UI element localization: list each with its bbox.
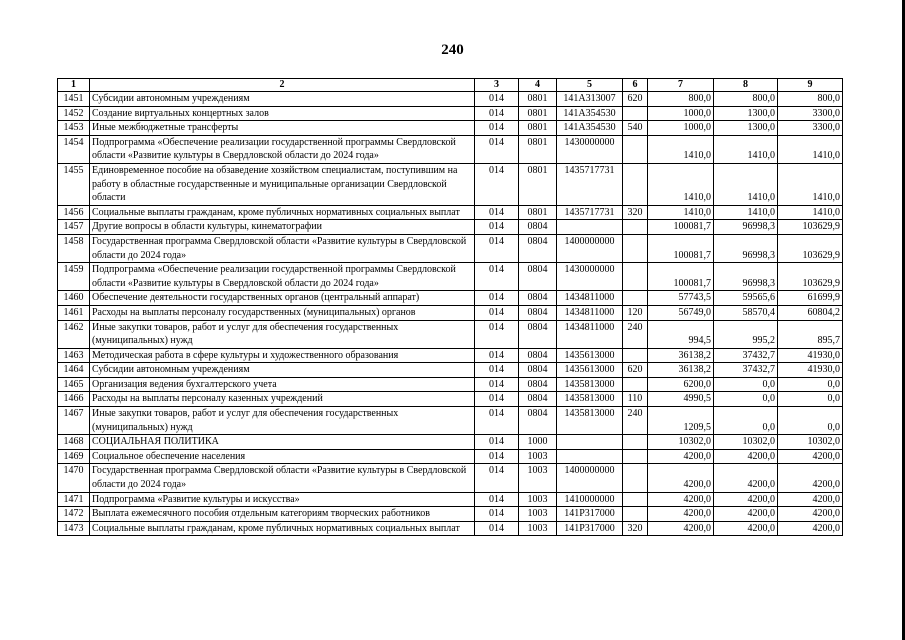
target-article-code: 141A354530 xyxy=(557,121,623,136)
page-number: 240 xyxy=(441,42,464,58)
row-name: Выплата ежемесячного пособия отдельным категориям творческих работников xyxy=(90,507,475,522)
amount-year-2: 4200,0 xyxy=(714,492,778,507)
amount-year-1: 1000,0 xyxy=(648,106,714,121)
amount-year-3: 10302,0 xyxy=(778,435,843,450)
amount-year-1: 1000,0 xyxy=(648,121,714,136)
section-code: 0801 xyxy=(519,135,557,163)
amount-year-3: 1410,0 xyxy=(778,163,843,205)
section-code: 0804 xyxy=(519,220,557,235)
row-number: 1457 xyxy=(58,220,90,235)
expense-type-code xyxy=(623,492,648,507)
section-code: 1000 xyxy=(519,435,557,450)
section-code: 0801 xyxy=(519,106,557,121)
section-code: 1003 xyxy=(519,449,557,464)
amount-year-1: 100081,7 xyxy=(648,234,714,262)
target-article-code: 1435613000 xyxy=(557,363,623,378)
row-number: 1464 xyxy=(58,363,90,378)
section-code: 0804 xyxy=(519,348,557,363)
expense-type-code: 320 xyxy=(623,521,648,536)
ministry-code: 014 xyxy=(475,92,519,107)
row-name: Единовременное пособие на обзаведение хозяйством специалистам, поступившим на работу в областные государственные и муниципальные организации Свердловской области xyxy=(90,163,475,205)
row-name: Государственная программа Свердловской области «Развитие культуры в Свердловской области до 2024 года» xyxy=(90,234,475,262)
row-name: Организация ведения бухгалтерского учета xyxy=(90,377,475,392)
column-header: 2 xyxy=(90,79,475,92)
amount-year-3: 0,0 xyxy=(778,377,843,392)
target-article-code: 141A313007 xyxy=(557,92,623,107)
ministry-code: 014 xyxy=(475,407,519,435)
table-row xyxy=(58,435,843,450)
amount-year-3: 41930,0 xyxy=(778,348,843,363)
amount-year-3: 0,0 xyxy=(778,392,843,407)
table-row xyxy=(58,392,843,407)
amount-year-1: 4990,5 xyxy=(648,392,714,407)
amount-year-1: 56749,0 xyxy=(648,305,714,320)
amount-year-3: 103629,9 xyxy=(778,263,843,291)
amount-year-2: 1410,0 xyxy=(714,135,778,163)
target-article-code: 141P317000 xyxy=(557,521,623,536)
section-code: 0804 xyxy=(519,363,557,378)
target-article-code: 1435717731 xyxy=(557,163,623,205)
budget-table xyxy=(57,78,843,536)
target-article-code xyxy=(557,449,623,464)
section-code: 1003 xyxy=(519,492,557,507)
table-row xyxy=(58,521,843,536)
column-header: 1 xyxy=(58,79,90,92)
amount-year-1: 6200,0 xyxy=(648,377,714,392)
target-article-code: 1434811000 xyxy=(557,320,623,348)
table-row xyxy=(58,363,843,378)
amount-year-2: 4200,0 xyxy=(714,521,778,536)
section-code: 0804 xyxy=(519,305,557,320)
expense-type-code xyxy=(623,263,648,291)
table-row xyxy=(58,263,843,291)
row-number: 1473 xyxy=(58,521,90,536)
ministry-code: 014 xyxy=(475,220,519,235)
amount-year-2: 1410,0 xyxy=(714,163,778,205)
row-name: Обеспечение деятельности государственных органов (центральный аппарат) xyxy=(90,291,475,306)
section-code: 0801 xyxy=(519,205,557,220)
ministry-code: 014 xyxy=(475,449,519,464)
row-name: Субсидии автономным учреждениям xyxy=(90,363,475,378)
expense-type-code xyxy=(623,348,648,363)
column-header: 9 xyxy=(778,79,843,92)
table-row xyxy=(58,106,843,121)
expense-type-code: 240 xyxy=(623,407,648,435)
expense-type-code xyxy=(623,135,648,163)
amount-year-1: 36138,2 xyxy=(648,348,714,363)
column-header: 3 xyxy=(475,79,519,92)
amount-year-1: 10302,0 xyxy=(648,435,714,450)
amount-year-2: 1300,0 xyxy=(714,106,778,121)
expense-type-code xyxy=(623,220,648,235)
expense-type-code xyxy=(623,449,648,464)
section-code: 1003 xyxy=(519,507,557,522)
ministry-code: 014 xyxy=(475,234,519,262)
expense-type-code xyxy=(623,464,648,492)
amount-year-2: 1300,0 xyxy=(714,121,778,136)
amount-year-3: 4200,0 xyxy=(778,492,843,507)
section-code: 1003 xyxy=(519,464,557,492)
ministry-code: 014 xyxy=(475,507,519,522)
table-row xyxy=(58,507,843,522)
section-code: 0804 xyxy=(519,392,557,407)
amount-year-3: 103629,9 xyxy=(778,234,843,262)
row-number: 1453 xyxy=(58,121,90,136)
amount-year-1: 1410,0 xyxy=(648,205,714,220)
ministry-code: 014 xyxy=(475,291,519,306)
ministry-code: 014 xyxy=(475,435,519,450)
target-article-code: 1435813000 xyxy=(557,377,623,392)
amount-year-2: 96998,3 xyxy=(714,263,778,291)
table-row xyxy=(58,163,843,205)
row-name: Расходы на выплаты персоналу государственных (муниципальных) органов xyxy=(90,305,475,320)
row-number: 1460 xyxy=(58,291,90,306)
row-name: Социальное обеспечение населения xyxy=(90,449,475,464)
table-row xyxy=(58,320,843,348)
target-article-code: 1430000000 xyxy=(557,135,623,163)
amount-year-2: 96998,3 xyxy=(714,220,778,235)
section-code: 0804 xyxy=(519,320,557,348)
target-article-code xyxy=(557,435,623,450)
row-name: СОЦИАЛЬНАЯ ПОЛИТИКА xyxy=(90,435,475,450)
column-header: 8 xyxy=(714,79,778,92)
row-number: 1459 xyxy=(58,263,90,291)
row-name: Иные закупки товаров, работ и услуг для обеспечения государственных (муниципальных) нужд xyxy=(90,407,475,435)
row-name: Иные закупки товаров, работ и услуг для обеспечения государственных (муниципальных) нужд xyxy=(90,320,475,348)
table-row xyxy=(58,135,843,163)
table-row xyxy=(58,291,843,306)
table-row xyxy=(58,220,843,235)
ministry-code: 014 xyxy=(475,163,519,205)
amount-year-1: 1209,5 xyxy=(648,407,714,435)
ministry-code: 014 xyxy=(475,263,519,291)
amount-year-3: 4200,0 xyxy=(778,449,843,464)
section-code: 0804 xyxy=(519,263,557,291)
amount-year-2: 37432,7 xyxy=(714,363,778,378)
amount-year-3: 61699,9 xyxy=(778,291,843,306)
row-number: 1466 xyxy=(58,392,90,407)
table-row xyxy=(58,407,843,435)
amount-year-2: 0,0 xyxy=(714,377,778,392)
row-name: Подпрограмма «Развитие культуры и искусства» xyxy=(90,492,475,507)
ministry-code: 014 xyxy=(475,363,519,378)
expense-type-code xyxy=(623,507,648,522)
amount-year-1: 1410,0 xyxy=(648,163,714,205)
expense-type-code xyxy=(623,234,648,262)
row-number: 1463 xyxy=(58,348,90,363)
row-name: Расходы на выплаты персоналу казенных учреждений xyxy=(90,392,475,407)
amount-year-2: 0,0 xyxy=(714,392,778,407)
ministry-code: 014 xyxy=(475,464,519,492)
expense-type-code: 120 xyxy=(623,305,648,320)
amount-year-3: 1410,0 xyxy=(778,205,843,220)
ministry-code: 014 xyxy=(475,135,519,163)
amount-year-3: 1410,0 xyxy=(778,135,843,163)
amount-year-3: 103629,9 xyxy=(778,220,843,235)
expense-type-code: 320 xyxy=(623,205,648,220)
amount-year-1: 4200,0 xyxy=(648,492,714,507)
ministry-code: 014 xyxy=(475,320,519,348)
column-header: 7 xyxy=(648,79,714,92)
target-article-code: 1435613000 xyxy=(557,348,623,363)
amount-year-3: 0,0 xyxy=(778,407,843,435)
row-number: 1462 xyxy=(58,320,90,348)
amount-year-2: 59565,6 xyxy=(714,291,778,306)
amount-year-3: 4200,0 xyxy=(778,507,843,522)
amount-year-1: 4200,0 xyxy=(648,449,714,464)
table-row xyxy=(58,464,843,492)
expense-type-code xyxy=(623,435,648,450)
target-article-code: 1435717731 xyxy=(557,205,623,220)
expense-type-code: 110 xyxy=(623,392,648,407)
amount-year-1: 57743,5 xyxy=(648,291,714,306)
ministry-code: 014 xyxy=(475,106,519,121)
expense-type-code xyxy=(623,163,648,205)
ministry-code: 014 xyxy=(475,377,519,392)
row-number: 1465 xyxy=(58,377,90,392)
expense-type-code xyxy=(623,106,648,121)
amount-year-2: 1410,0 xyxy=(714,205,778,220)
header-row xyxy=(58,79,843,92)
table-row xyxy=(58,348,843,363)
table-row xyxy=(58,121,843,136)
amount-year-3: 3300,0 xyxy=(778,106,843,121)
target-article-code: 1435813000 xyxy=(557,392,623,407)
amount-year-2: 0,0 xyxy=(714,407,778,435)
table-row xyxy=(58,492,843,507)
row-name: Другие вопросы в области культуры, кинематографии xyxy=(90,220,475,235)
expense-type-code xyxy=(623,377,648,392)
amount-year-2: 96998,3 xyxy=(714,234,778,262)
ministry-code: 014 xyxy=(475,305,519,320)
amount-year-3: 4200,0 xyxy=(778,464,843,492)
target-article-code: 1434811000 xyxy=(557,291,623,306)
amount-year-1: 994,5 xyxy=(648,320,714,348)
ministry-code: 014 xyxy=(475,348,519,363)
amount-year-2: 58570,4 xyxy=(714,305,778,320)
target-article-code: 1430000000 xyxy=(557,263,623,291)
table-row xyxy=(58,205,843,220)
expense-type-code: 240 xyxy=(623,320,648,348)
row-number: 1469 xyxy=(58,449,90,464)
section-code: 0804 xyxy=(519,377,557,392)
table-row xyxy=(58,377,843,392)
amount-year-2: 37432,7 xyxy=(714,348,778,363)
amount-year-2: 4200,0 xyxy=(714,507,778,522)
ministry-code: 014 xyxy=(475,205,519,220)
section-code: 0801 xyxy=(519,121,557,136)
amount-year-2: 800,0 xyxy=(714,92,778,107)
section-code: 0801 xyxy=(519,92,557,107)
expense-type-code xyxy=(623,291,648,306)
table-row xyxy=(58,305,843,320)
row-number: 1458 xyxy=(58,234,90,262)
amount-year-3: 800,0 xyxy=(778,92,843,107)
amount-year-1: 100081,7 xyxy=(648,220,714,235)
amount-year-1: 800,0 xyxy=(648,92,714,107)
expense-type-code: 540 xyxy=(623,121,648,136)
row-number: 1454 xyxy=(58,135,90,163)
row-number: 1451 xyxy=(58,92,90,107)
ministry-code: 014 xyxy=(475,121,519,136)
amount-year-2: 4200,0 xyxy=(714,449,778,464)
section-code: 1003 xyxy=(519,521,557,536)
row-number: 1472 xyxy=(58,507,90,522)
section-code: 0804 xyxy=(519,407,557,435)
amount-year-3: 60804,2 xyxy=(778,305,843,320)
amount-year-3: 41930,0 xyxy=(778,363,843,378)
expense-type-code: 620 xyxy=(623,363,648,378)
row-number: 1456 xyxy=(58,205,90,220)
column-header: 4 xyxy=(519,79,557,92)
row-name: Социальные выплаты гражданам, кроме публичных нормативных социальных выплат xyxy=(90,521,475,536)
row-name: Иные межбюджетные трансферты xyxy=(90,121,475,136)
row-number: 1470 xyxy=(58,464,90,492)
ministry-code: 014 xyxy=(475,521,519,536)
target-article-code: 1400000000 xyxy=(557,234,623,262)
amount-year-3: 3300,0 xyxy=(778,121,843,136)
row-name: Субсидии автономным учреждениям xyxy=(90,92,475,107)
row-name: Социальные выплаты гражданам, кроме публичных нормативных социальных выплат xyxy=(90,205,475,220)
target-article-code xyxy=(557,220,623,235)
column-header: 5 xyxy=(557,79,623,92)
row-name: Методическая работа в сфере культуры и художественного образования xyxy=(90,348,475,363)
target-article-code: 141P317000 xyxy=(557,507,623,522)
expense-type-code: 620 xyxy=(623,92,648,107)
section-code: 0801 xyxy=(519,163,557,205)
section-code: 0804 xyxy=(519,234,557,262)
table-row xyxy=(58,92,843,107)
column-header: 6 xyxy=(623,79,648,92)
row-number: 1452 xyxy=(58,106,90,121)
amount-year-1: 4200,0 xyxy=(648,507,714,522)
target-article-code: 1435813000 xyxy=(557,407,623,435)
row-number: 1461 xyxy=(58,305,90,320)
row-name: Подпрограмма «Обеспечение реализации государственной программы Свердловской области «Развитие культуры в Свердловской области до 2024 года» xyxy=(90,263,475,291)
table-row xyxy=(58,234,843,262)
target-article-code: 1410000000 xyxy=(557,492,623,507)
target-article-code: 1434811000 xyxy=(557,305,623,320)
amount-year-2: 995,2 xyxy=(714,320,778,348)
amount-year-3: 4200,0 xyxy=(778,521,843,536)
amount-year-1: 100081,7 xyxy=(648,263,714,291)
row-name: Государственная программа Свердловской области «Развитие культуры в Свердловской области до 2024 года» xyxy=(90,464,475,492)
amount-year-3: 895,7 xyxy=(778,320,843,348)
amount-year-1: 4200,0 xyxy=(648,464,714,492)
row-name: Подпрограмма «Обеспечение реализации государственной программы Свердловской области «Развитие культуры в Свердловской области до 2024 года» xyxy=(90,135,475,163)
row-number: 1467 xyxy=(58,407,90,435)
target-article-code: 1400000000 xyxy=(557,464,623,492)
ministry-code: 014 xyxy=(475,392,519,407)
row-name: Создание виртуальных концертных залов xyxy=(90,106,475,121)
amount-year-1: 1410,0 xyxy=(648,135,714,163)
row-number: 1471 xyxy=(58,492,90,507)
amount-year-1: 4200,0 xyxy=(648,521,714,536)
row-number: 1468 xyxy=(58,435,90,450)
target-article-code: 141A354530 xyxy=(557,106,623,121)
ministry-code: 014 xyxy=(475,492,519,507)
amount-year-1: 36138,2 xyxy=(648,363,714,378)
row-number: 1455 xyxy=(58,163,90,205)
section-code: 0804 xyxy=(519,291,557,306)
table-row xyxy=(58,449,843,464)
amount-year-2: 4200,0 xyxy=(714,464,778,492)
amount-year-2: 10302,0 xyxy=(714,435,778,450)
